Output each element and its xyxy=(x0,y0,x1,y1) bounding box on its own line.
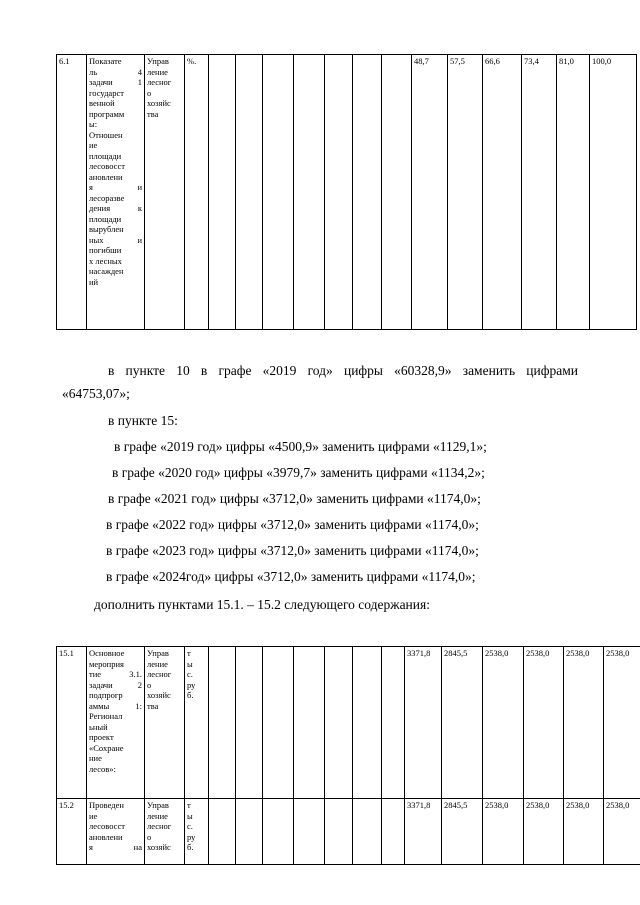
value-cell: 2538,0 xyxy=(483,647,524,799)
executor-line: хозяйс xyxy=(147,690,171,700)
table-row xyxy=(57,647,640,799)
empty-cell xyxy=(263,55,294,330)
executor xyxy=(145,55,185,330)
executor-line: хозяйс xyxy=(147,98,171,108)
executor-line: лесног xyxy=(147,821,172,831)
name-line: аммы 1: xyxy=(89,700,142,711)
activity-name xyxy=(87,799,145,865)
empty-cell xyxy=(325,799,353,865)
executor-line: Управ xyxy=(147,800,169,810)
name-line: мероприя xyxy=(89,658,124,669)
unit-line: ы xyxy=(187,658,193,669)
name-line: х лесных xyxy=(89,255,122,266)
executor-line: тва xyxy=(147,700,159,711)
executor-line: хозяйс xyxy=(147,842,171,852)
unit-line: т xyxy=(187,800,191,810)
empty-cell xyxy=(353,55,382,330)
name-line: ий xyxy=(89,276,99,287)
name-line: программ xyxy=(89,108,125,119)
executor-line: ление xyxy=(147,658,168,669)
value-cell: 2538,0 xyxy=(524,647,564,799)
name-line: тие 3.1. xyxy=(89,669,142,679)
value-cell: 2538,0 xyxy=(483,799,524,865)
name-line: государст xyxy=(89,87,124,98)
row-number: 15.1 xyxy=(57,647,87,799)
value-cell: 73,4 xyxy=(522,55,557,330)
replacement-2020: в графе «2020 год» цифры «3979,7» заменить цифрами «1134,2»; xyxy=(112,465,485,480)
replacement-2023: в графе «2023 год» цифры «3712,0» заменить цифрами «1174,0»; xyxy=(106,543,479,558)
table-points-15-1-15-2 xyxy=(56,646,640,865)
name-line: венной xyxy=(89,98,115,108)
empty-cell xyxy=(236,799,263,865)
replacement-2022: в графе «2022 год» цифры «3712,0» заменить цифрами «1174,0»; xyxy=(106,517,479,532)
name-line: насажден xyxy=(89,266,124,276)
paragraph-point-10-line-2: «64753,07»; xyxy=(62,386,130,401)
value-cell: 2538,0 xyxy=(564,647,604,799)
table-row xyxy=(57,799,640,865)
indicator-name xyxy=(87,55,145,330)
unit-line: ы xyxy=(187,810,193,821)
name-line: дения к xyxy=(89,203,142,213)
name-line: ных и xyxy=(89,234,142,245)
paragraph-point-10-line-1: в пункте 10 в графе «2019 год» цифры «60328,9» заменить цифрами xyxy=(108,363,578,378)
name-line: ие xyxy=(89,140,98,150)
executor-line: о xyxy=(147,679,152,690)
unit-line: б. xyxy=(187,842,194,852)
name-line: задачи 2 xyxy=(89,679,142,690)
empty-cell xyxy=(382,647,405,799)
name-line: проект xyxy=(89,732,114,742)
name-line: Проведен xyxy=(89,800,124,810)
value-cell: 3371,8 xyxy=(405,799,442,865)
value-cell: 2538,0 xyxy=(564,799,604,865)
name-line: ановлени xyxy=(89,831,123,842)
empty-cell xyxy=(353,647,382,799)
name-line: лесовосст xyxy=(89,161,125,171)
table-row xyxy=(57,55,637,330)
name-line: я на xyxy=(89,842,142,852)
empty-cell xyxy=(382,55,412,330)
name-line: ль 4 xyxy=(89,66,142,77)
replacement-2021: в графе «2021 год» цифры «3712,0» заменить цифрами «1174,0»; xyxy=(108,491,481,506)
name-line: я и xyxy=(89,182,142,192)
replacement-2019: в графе «2019 год» цифры «4500,9» заменить цифрами «1129,1»; xyxy=(114,439,487,454)
empty-cell xyxy=(382,799,405,865)
executor-line: ление xyxy=(147,66,168,77)
empty-cell xyxy=(209,55,236,330)
unit xyxy=(185,647,209,799)
row-number: 6.1 xyxy=(57,55,87,330)
name-line: площади xyxy=(89,150,122,161)
empty-cell xyxy=(294,647,325,799)
value-cell: 2538,0 xyxy=(604,647,640,799)
paragraph-point-15: в пункте 15: xyxy=(108,413,178,428)
executor xyxy=(145,647,185,799)
unit-line: ру xyxy=(187,831,196,842)
name-line: ние xyxy=(89,753,102,763)
unit xyxy=(185,799,209,865)
executor-line: ление xyxy=(147,810,168,821)
empty-cell xyxy=(209,647,236,799)
name-line: ы: xyxy=(89,119,98,129)
empty-cell xyxy=(325,55,353,330)
name-line: Основное xyxy=(89,648,125,658)
name-line: Регионал xyxy=(89,711,123,721)
name-line: ьный xyxy=(89,721,108,732)
executor-line: тва xyxy=(147,108,159,119)
unit-line: ру xyxy=(187,679,196,690)
unit-line: с. xyxy=(187,821,193,831)
empty-cell xyxy=(294,55,325,330)
value-cell: 57,5 xyxy=(448,55,483,330)
name-line: погибши xyxy=(89,245,122,255)
executor-line: о xyxy=(147,87,152,98)
name-line: вырублен xyxy=(89,224,124,234)
row-number: 15.2 xyxy=(57,799,87,865)
name-line: Показате xyxy=(89,56,122,66)
unit: %. xyxy=(185,55,209,330)
replacement-2024: в графе «2024год» цифры «3712,0» заменить цифрами «1174,0»; xyxy=(106,569,476,584)
value-cell: 2538,0 xyxy=(524,799,564,865)
empty-cell xyxy=(263,647,294,799)
empty-cell xyxy=(325,647,353,799)
name-line: лесов»: xyxy=(89,763,116,774)
name-line: задачи 1 xyxy=(89,77,142,87)
name-line: Отношен xyxy=(89,129,123,140)
paragraph-add-points: дополнить пунктами 15.1. – 15.2 следующего содержания: xyxy=(94,597,430,612)
executor-line: о xyxy=(147,831,152,842)
unit-line: т xyxy=(187,648,191,658)
executor-line: лесног xyxy=(147,669,172,679)
name-line: ие xyxy=(89,810,98,821)
empty-cell xyxy=(294,799,325,865)
activity-name xyxy=(87,647,145,799)
name-line: подпрогр xyxy=(89,690,123,700)
value-cell: 81,0 xyxy=(557,55,590,330)
value-cell: 3371,8 xyxy=(405,647,442,799)
name-line: площади xyxy=(89,213,122,224)
name-line: ановлени xyxy=(89,171,123,182)
name-line: «Сохране xyxy=(89,742,124,753)
executor-line: Управ xyxy=(147,56,169,66)
unit-line: б. xyxy=(187,690,194,700)
value-cell: 66,6 xyxy=(483,55,522,330)
name-line: лесоразве xyxy=(89,192,125,203)
executor xyxy=(145,799,185,865)
value-cell: 2845,5 xyxy=(442,647,483,799)
empty-cell xyxy=(209,799,236,865)
executor-line: лесног xyxy=(147,77,172,87)
unit-line: с. xyxy=(187,669,193,679)
value-cell: 2845,5 xyxy=(442,799,483,865)
table-indicator-6-1 xyxy=(56,54,637,330)
value-cell: 100,0 xyxy=(590,55,637,330)
executor-line: Управ xyxy=(147,648,169,658)
empty-cell xyxy=(236,647,263,799)
empty-cell xyxy=(353,799,382,865)
value-cell: 2538,0 xyxy=(604,799,640,865)
name-line: лесовосст xyxy=(89,821,125,831)
empty-cell xyxy=(263,799,294,865)
empty-cell xyxy=(236,55,263,330)
value-cell: 48,7 xyxy=(412,55,448,330)
